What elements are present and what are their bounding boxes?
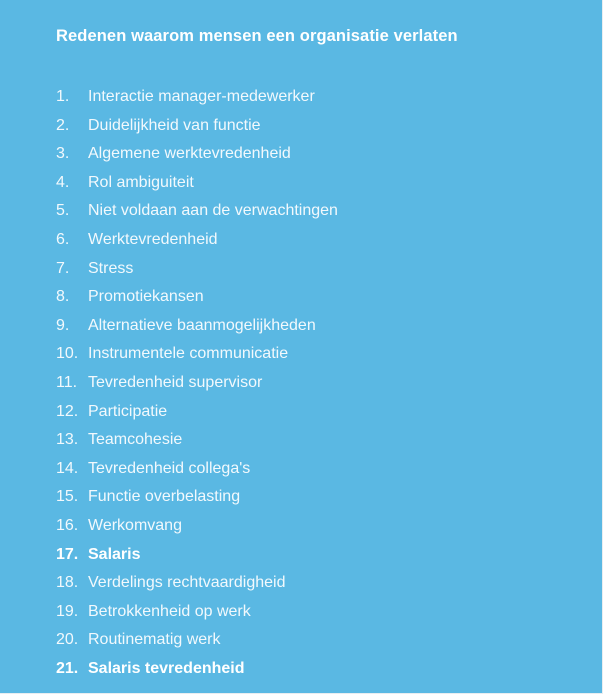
list-item [56, 169, 338, 198]
list-item-text: Interactie manager-medewerker [88, 88, 315, 105]
list-item-text: Functie overbelasting [88, 488, 241, 506]
list-item [56, 512, 338, 541]
list-item-number: 7. [56, 259, 70, 277]
list-item [56, 569, 338, 598]
list-item-number: 10. [56, 345, 79, 363]
list-item [56, 226, 338, 255]
list-item [56, 112, 338, 141]
list-item-text: Salaris [88, 545, 141, 563]
card-title: Redenen waarom mensen een organisatie verlaten [56, 27, 458, 45]
list-item-text: Alternatieve baanmogelijkheden [88, 316, 316, 334]
list-item [56, 197, 338, 226]
list-item-number: 4. [56, 173, 70, 191]
list-item-number: 13. [56, 431, 79, 449]
list-item-number: 3. [56, 145, 70, 163]
list-item [56, 483, 338, 512]
list-item [56, 140, 338, 169]
list-item-number: 14. [56, 459, 79, 477]
list-item [56, 426, 338, 455]
list-item-number: 6. [56, 230, 70, 248]
list-item [56, 83, 338, 112]
list-item-number: 11. [56, 373, 78, 391]
list-item-text: Rol ambiguiteit [88, 173, 194, 191]
list-item [56, 398, 338, 427]
list-item [56, 255, 338, 284]
list-item-text: Tevredenheid collega's [88, 459, 251, 477]
list-item-text: Participatie [88, 402, 168, 420]
list-item-text: Routinematig werk [88, 631, 221, 649]
list-item-number: 5. [56, 202, 70, 220]
list-item-text: Duidelijkheid van functie [88, 116, 261, 134]
list-item-text: Instrumentele communicatie [88, 345, 289, 363]
list-item-number: 15. [56, 488, 79, 506]
list-item [56, 340, 338, 369]
list-item [56, 369, 338, 398]
list-item-number: 16. [56, 516, 79, 534]
list-item [56, 283, 338, 312]
list-item [56, 455, 338, 484]
list-item-number: 8. [56, 288, 70, 306]
list-item-text: Tevredenheid supervisor [88, 373, 263, 391]
list-item-text: Betrokkenheid op werk [88, 602, 251, 620]
list-item-number: 20. [56, 631, 79, 649]
list-item-text: Teamcohesie [88, 431, 183, 449]
list-item-number: 2. [56, 116, 70, 134]
list-item-number: 21. [56, 659, 79, 677]
list-item-text: Algemene werktevredenheid [88, 145, 291, 163]
list-item [56, 598, 338, 627]
list-item-text: Verdelings rechtvaardigheid [88, 574, 286, 592]
list-item-text: Salaris tevredenheid [88, 659, 245, 677]
list-item [56, 626, 338, 655]
list-item-number: 19. [56, 602, 79, 620]
list-item-text: Niet voldaan aan de verwachtingen [88, 202, 338, 220]
list-item-number: 18. [56, 574, 79, 592]
list-item-number: 1. [56, 88, 70, 105]
list-item-text: Promotiekansen [88, 288, 204, 306]
list-item-number: 17. [56, 545, 79, 563]
list-item-text: Werkomvang [88, 516, 182, 534]
list-item [56, 655, 338, 684]
list-item [56, 312, 338, 341]
list-item-number: 12. [56, 402, 79, 420]
list-item-number: 9. [56, 316, 70, 334]
list-item-text: Werktevredenheid [88, 230, 218, 248]
list-item [56, 541, 338, 570]
reasons-list [56, 83, 338, 683]
list-item-text: Stress [88, 259, 134, 277]
